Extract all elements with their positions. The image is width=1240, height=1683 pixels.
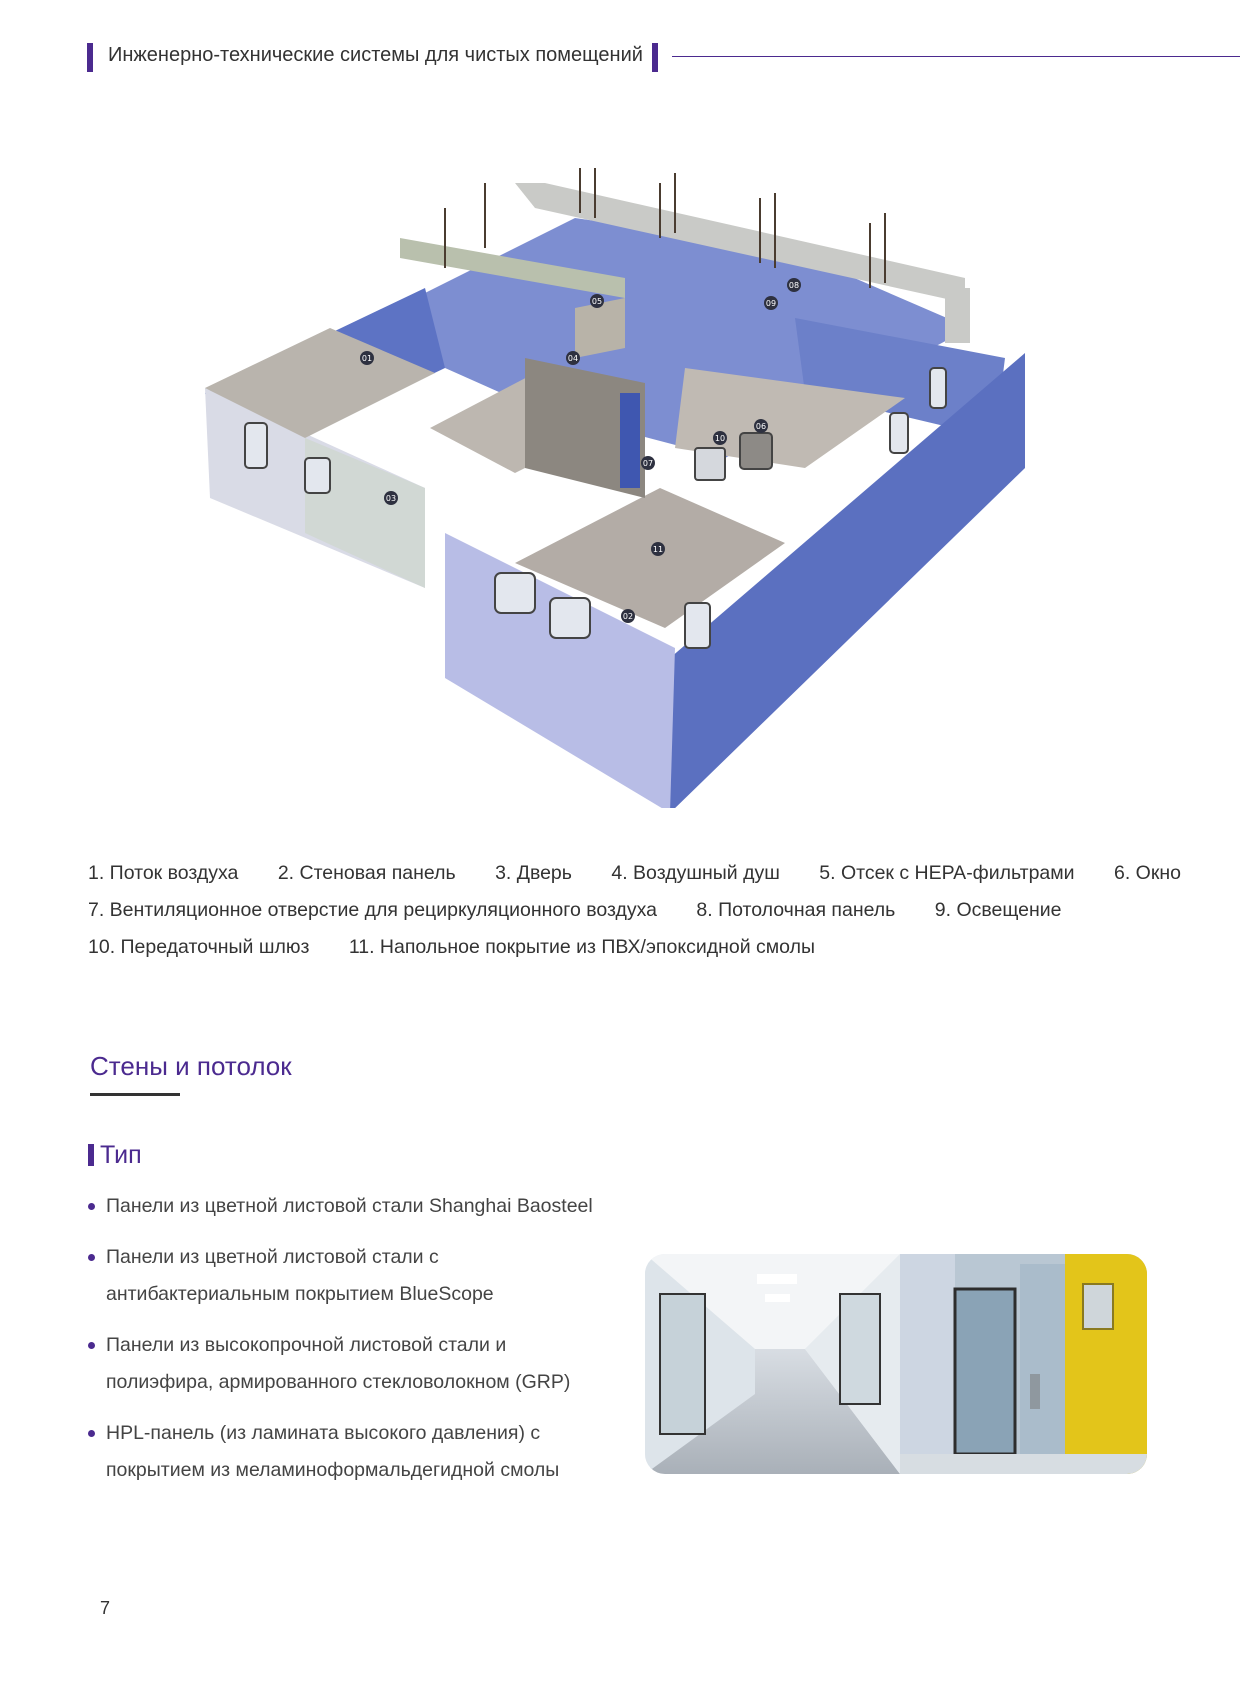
subsection-heading — [88, 1141, 142, 1170]
marker-11 — [651, 542, 665, 556]
marker-03 — [384, 491, 398, 505]
marker-04 — [566, 351, 580, 365]
svg-text:11: 11 — [652, 545, 664, 554]
section-rule — [90, 1093, 180, 1096]
svg-text:05: 05 — [591, 297, 603, 306]
diagram-legend — [88, 862, 1198, 973]
header-title: Инженерно-технические системы для чистых помещений — [108, 44, 643, 66]
legend-row — [88, 899, 1198, 936]
svg-text:04: 04 — [567, 354, 579, 363]
bullet-icon — [88, 1430, 95, 1437]
bullet-icon — [88, 1203, 95, 1210]
list-item: Панели из цветной листовой стали с антибактериальным покрытием BlueScope — [88, 1239, 608, 1313]
bullet-icon — [88, 1254, 95, 1261]
svg-text:07: 07 — [642, 459, 654, 468]
list-item: HPL-панель (из ламината высокого давления) с покрытием из меламиноформальдегидной смолы — [88, 1415, 608, 1489]
marker-07 — [641, 456, 655, 470]
legend-item: 8. Потолочная панель — [696, 899, 896, 921]
section-title: Стены и потолок — [90, 1051, 292, 1081]
marker-08 — [787, 278, 801, 292]
bullet-icon — [88, 1342, 95, 1349]
page-number: 7 — [100, 1598, 111, 1618]
marker-06 — [754, 419, 768, 433]
legend-item: 4. Воздушный душ — [611, 862, 780, 884]
legend-item: 2. Стеновая панель — [277, 862, 456, 884]
svg-text:06: 06 — [755, 422, 767, 431]
header-accent-bar-left — [87, 43, 93, 72]
svg-text:08: 08 — [788, 281, 800, 290]
subsection-marker-icon — [88, 1144, 94, 1166]
marker-05 — [590, 294, 604, 308]
svg-text:09: 09 — [765, 299, 777, 308]
svg-text:02: 02 — [622, 612, 634, 621]
svg-text:01: 01 — [361, 354, 373, 363]
legend-item: 9. Освещение — [934, 899, 1062, 921]
marker-01 — [360, 351, 374, 365]
marker-10 — [713, 431, 727, 445]
air-duct-down — [945, 288, 970, 343]
legend-item: 11. Напольное покрытие из ПВХ/эпоксидной смолы — [348, 936, 815, 958]
cleanroom-photo — [645, 1254, 1147, 1474]
legend-item: 6. Окно — [1113, 862, 1181, 884]
header-accent-bar-right — [652, 43, 658, 72]
subsection-title: Тип — [100, 1141, 142, 1169]
blue-column — [620, 393, 640, 488]
marker-09 — [764, 296, 778, 310]
list-item: Панели из цветной листовой стали Shanghai Baosteel — [88, 1188, 608, 1225]
legend-row — [88, 862, 1198, 899]
legend-item: 1. Поток воздуха — [88, 862, 239, 884]
marker-02 — [621, 609, 635, 623]
header-rule — [672, 56, 1240, 57]
svg-text:10: 10 — [714, 434, 726, 443]
legend-item: 5. Отсек с HEPA-фильтрами — [819, 862, 1075, 884]
svg-text:03: 03 — [385, 494, 397, 503]
legend-item: 7. Вентиляционное отверстие для рециркуляционного воздуха — [88, 899, 657, 921]
cleanroom-diagram — [205, 168, 1045, 808]
list-item: Панели из высокопрочной листовой стали и полиэфира, армированного стекловолокном (GRP) — [88, 1327, 608, 1401]
legend-item: 3. Дверь — [495, 862, 572, 884]
panel-type-list — [88, 1188, 608, 1503]
legend-row — [88, 936, 1198, 973]
legend-item: 10. Передаточный шлюз — [88, 936, 310, 958]
